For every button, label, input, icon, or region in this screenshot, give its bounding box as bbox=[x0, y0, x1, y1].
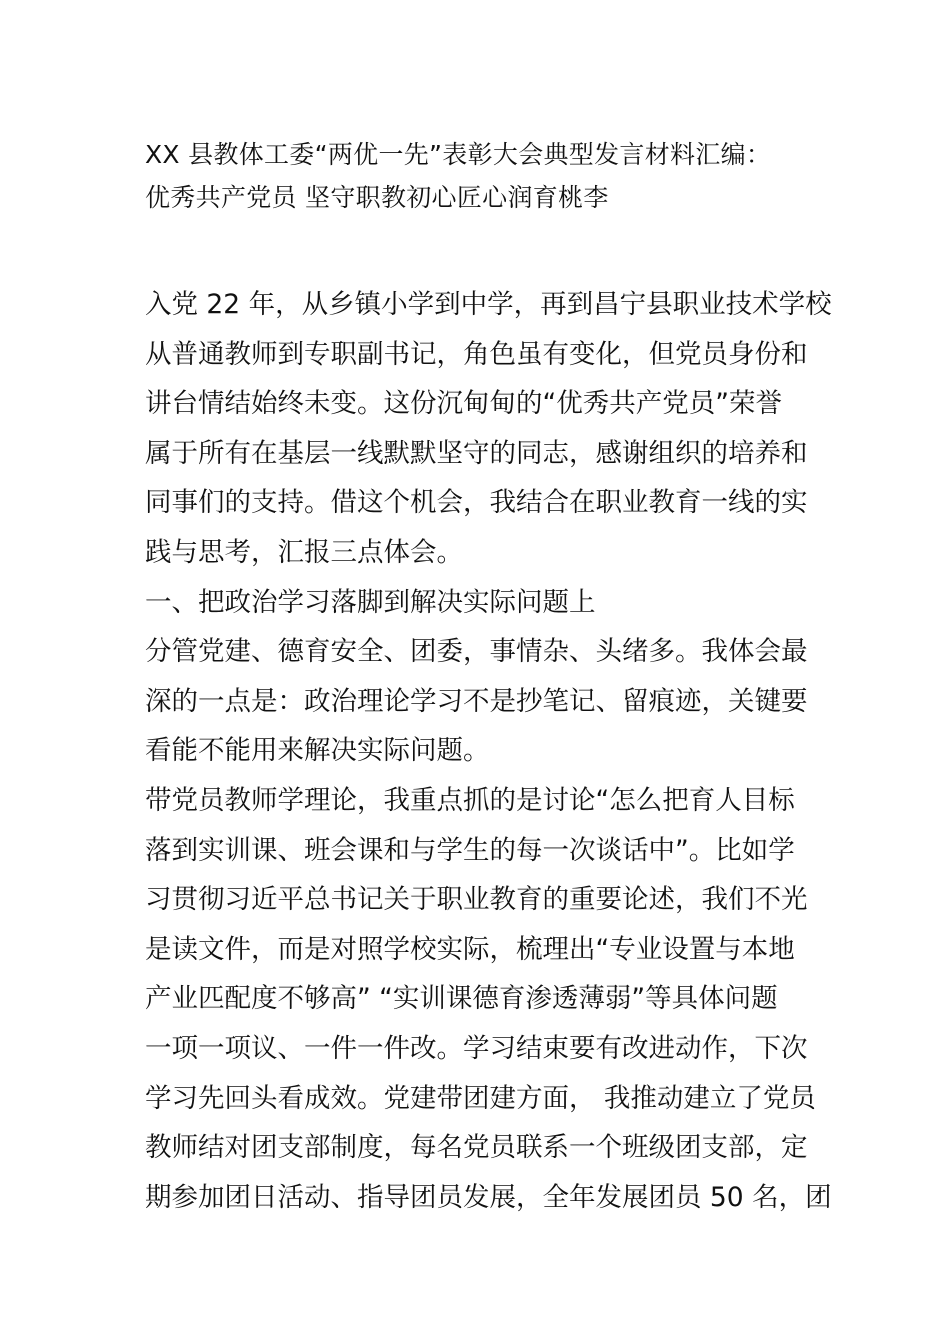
title-line-1: XX 县教体工委“两优一先”表彰大会典型发言材料汇编： bbox=[145, 140, 772, 169]
body-line: 践与思考，汇报三点体会。 bbox=[145, 536, 463, 568]
body-line: 教师结对团支部制度，每名党员联系一个班级团支部，定 bbox=[145, 1132, 808, 1164]
body-line: 是读文件，而是对照学校实际，梳理出“专业设置与本地 bbox=[145, 933, 795, 965]
body-line: 产业匹配度不够高” “实训课德育渗透薄弱”等具体问题 bbox=[145, 983, 778, 1015]
body-line: 讲台情结始终未变。这份沉甸甸的“优秀共产党员”荣誉 bbox=[145, 388, 782, 420]
title-line-2: 优秀共产党员 坚守职教初心匠心润育桃李 bbox=[145, 183, 609, 212]
body-line: 看能不能用来解决实际问题。 bbox=[145, 735, 490, 767]
body-line: 分管党建、德育安全、团委，事情杂、头绪多。我体会最 bbox=[145, 636, 808, 668]
body-line: 带党员教师学理论，我重点抓的是讨论“怎么把育人目标 bbox=[145, 784, 795, 816]
body-line: 同事们的支持。借这个机会，我结合在职业教育一线的实 bbox=[145, 487, 808, 519]
body-line: 期参加团日活动、指导团员发展，全年发展团员 50 名，团 bbox=[145, 1181, 832, 1213]
body-line: 入党 22 年，从乡镇小学到中学，再到昌宁县职业技术学校 bbox=[145, 289, 832, 320]
body-line: 深的一点是：政治理论学习不是抄笔记、留痕迹，关键要 bbox=[145, 685, 808, 717]
section-heading: 一、把政治学习落脚到解决实际问题上 bbox=[145, 586, 596, 618]
document-body bbox=[145, 280, 832, 1222]
body-line: 落到实训课、班会课和与学生的每一次谈话中”。比如学 bbox=[145, 834, 795, 866]
body-line: 从普通教师到专职副书记，角色虽有变化，但党员身份和 bbox=[145, 338, 808, 370]
document-title bbox=[145, 133, 815, 219]
body-line: 习贯彻习近平总书记关于职业教育的重要论述，我们不光 bbox=[145, 884, 808, 916]
body-line: 一项一项议、一件一件改。学习结束要有改进动作，下次 bbox=[145, 1032, 808, 1064]
body-line: 学习先回头看成效。党建带团建方面， 我推动建立了党员 bbox=[145, 1082, 816, 1114]
body-line: 属于所有在基层一线默默坚守的同志，感谢组织的培养和 bbox=[145, 437, 808, 469]
